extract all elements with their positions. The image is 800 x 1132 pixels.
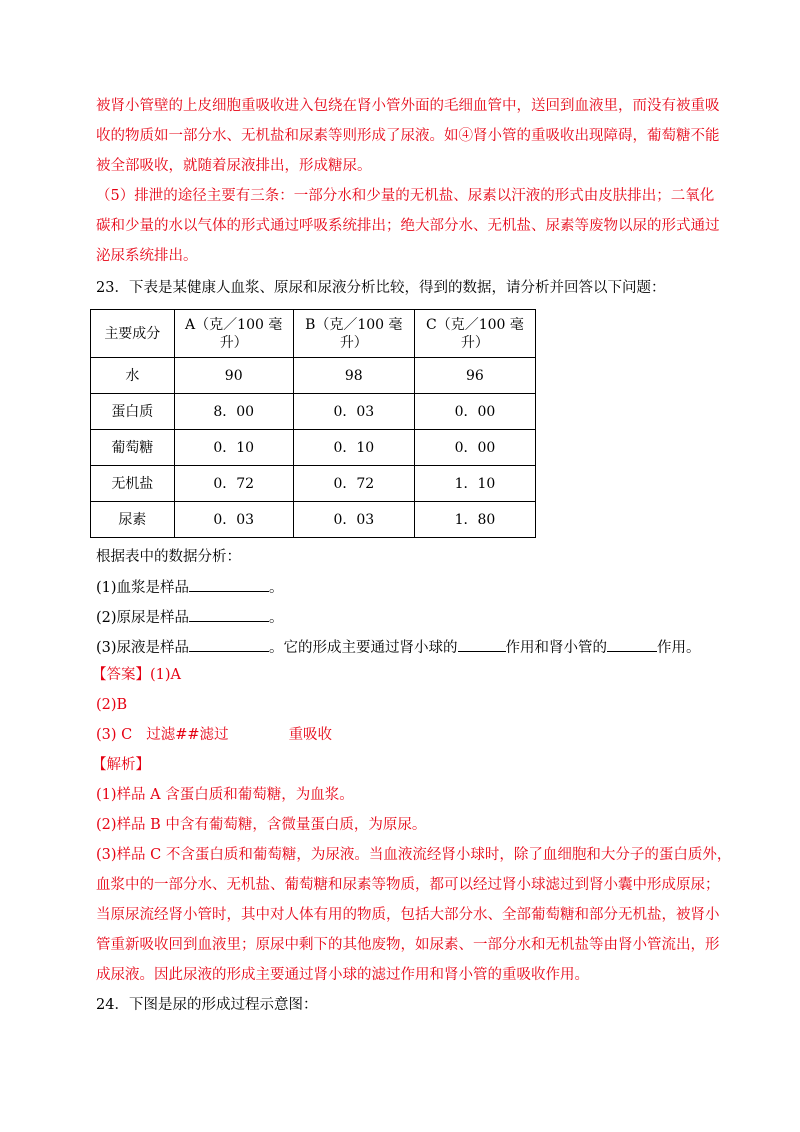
table-row: [91, 358, 536, 394]
analysis-heading: 【解析】: [92, 757, 150, 773]
sub-question-1: (1)血浆是样品 。: [96, 577, 706, 598]
table-cell: 90: [174, 358, 293, 394]
table-cell: 0．00: [414, 430, 535, 466]
prev-answer-line-4: （5）排泄的途径主要有三条：一部分水和少量的无机盐、尿素以汗液的形式由皮肤排出；二氧化: [96, 188, 715, 204]
table-cell: 0．03: [174, 502, 293, 538]
table-header-row: [91, 310, 536, 358]
analysis-line-2: (2)样品 B 中含有葡萄糖，含微量蛋白质，为原尿。: [96, 817, 427, 833]
prev-answer-line-5: 碳和少量的水以气体的形式通过呼吸系统排出；绝大部分水、无机盐、尿素等废物以尿的形式通过: [96, 218, 720, 234]
table-cell: 98: [293, 358, 414, 394]
table-row: [91, 394, 536, 430]
analysis-line-1: (1)样品 A 含蛋白质和葡萄糖，为血浆。: [96, 787, 354, 803]
table-cell: 0．03: [293, 502, 414, 538]
answer-blank[interactable]: [458, 637, 506, 652]
table-header-cell: 主要成分: [91, 310, 175, 358]
answer-blank[interactable]: [189, 637, 269, 652]
question-24-stem: 24．下图是尿的形成过程示意图：: [96, 997, 318, 1013]
table-cell: 0．00: [414, 394, 535, 430]
sub-question-2: (2)原尿是样品 。: [96, 607, 706, 628]
table-cell: 0．10: [293, 430, 414, 466]
answer-blank[interactable]: [607, 637, 657, 652]
table-cell: 1．80: [414, 502, 535, 538]
table-cell: 无机盐: [91, 466, 175, 502]
table-cell: 8．00: [174, 394, 293, 430]
table-cell: 1．10: [414, 466, 535, 502]
table-row: [91, 466, 536, 502]
table-cell: 尿素: [91, 502, 175, 538]
analysis-line-5: 当原尿流经肾小管时，其中对人体有用的物质，包括大部分水、全部葡萄糖和部分无机盐，被肾小: [96, 907, 720, 923]
answer-line-3: (3) C 过滤##滤过 重吸收: [96, 727, 333, 743]
table-cell: 水: [91, 358, 175, 394]
answer-line-2: (2)B: [96, 697, 128, 713]
prev-answer-line-6: 泌尿系统排出。: [96, 248, 198, 264]
prev-answer-line-1: 被肾小管壁的上皮细胞重吸收进入包绕在肾小管外面的毛细血管中，送回到血液里，而没有被重吸: [96, 98, 720, 114]
table-cell: 0．72: [293, 466, 414, 502]
prev-answer-line-3: 被全部吸收，就随着尿液排出，形成糖尿。: [96, 158, 372, 174]
question-23-stem: 23．下表是某健康人血浆、原尿和尿液分析比较，得到的数据，请分析并回答以下问题：: [96, 280, 666, 296]
table-cell: 0．10: [174, 430, 293, 466]
table-row: [91, 502, 536, 538]
answer-line-1: 【答案】(1)A: [92, 667, 182, 683]
table-header-cell: A（克／100 毫 升）: [174, 310, 293, 358]
analysis-intro: 根据表中的数据分析：: [96, 549, 241, 565]
table-header-cell: B（克／100 毫 升）: [293, 310, 414, 358]
prev-answer-line-2: 收的物质如一部分水、无机盐和尿素等则形成了尿液。如④肾小管的重吸收出现障碍，葡萄糖不能: [96, 128, 720, 144]
table-cell: 0．72: [174, 466, 293, 502]
analysis-line-3: (3)样品 C 不含蛋白质和葡萄糖，为尿液。当血液流经肾小球时，除了血细胞和大分子的蛋白质外，: [96, 847, 732, 863]
table-row: [91, 430, 536, 466]
table-cell: 蛋白质: [91, 394, 175, 430]
analysis-line-6: 管重新吸收回到血液里；原尿中剩下的其他废物，如尿素、一部分水和无机盐等由肾小管流出，形: [96, 937, 720, 953]
answer-blank[interactable]: [189, 607, 269, 622]
analysis-table: [90, 309, 536, 538]
table-cell: 0．03: [293, 394, 414, 430]
analysis-line-7: 成尿液。因此尿液的形成主要通过肾小球的滤过作用和肾小管的重吸收作用。: [96, 967, 589, 983]
table-cell: 96: [414, 358, 535, 394]
sub-question-3: (3)尿液是样品 。它的形成主要通过肾小球的 作用和肾小管的 作用。: [96, 637, 706, 658]
table-header-cell: C（克／100 毫 升）: [414, 310, 535, 358]
answer-blank[interactable]: [189, 577, 269, 592]
answer-heading: 【答案】: [92, 667, 150, 683]
analysis-line-4: 血浆中的一部分水、无机盐、葡萄糖和尿素等物质，都可以经过肾小球滤过到肾小囊中形成原尿；: [96, 877, 720, 893]
table-cell: 葡萄糖: [91, 430, 175, 466]
